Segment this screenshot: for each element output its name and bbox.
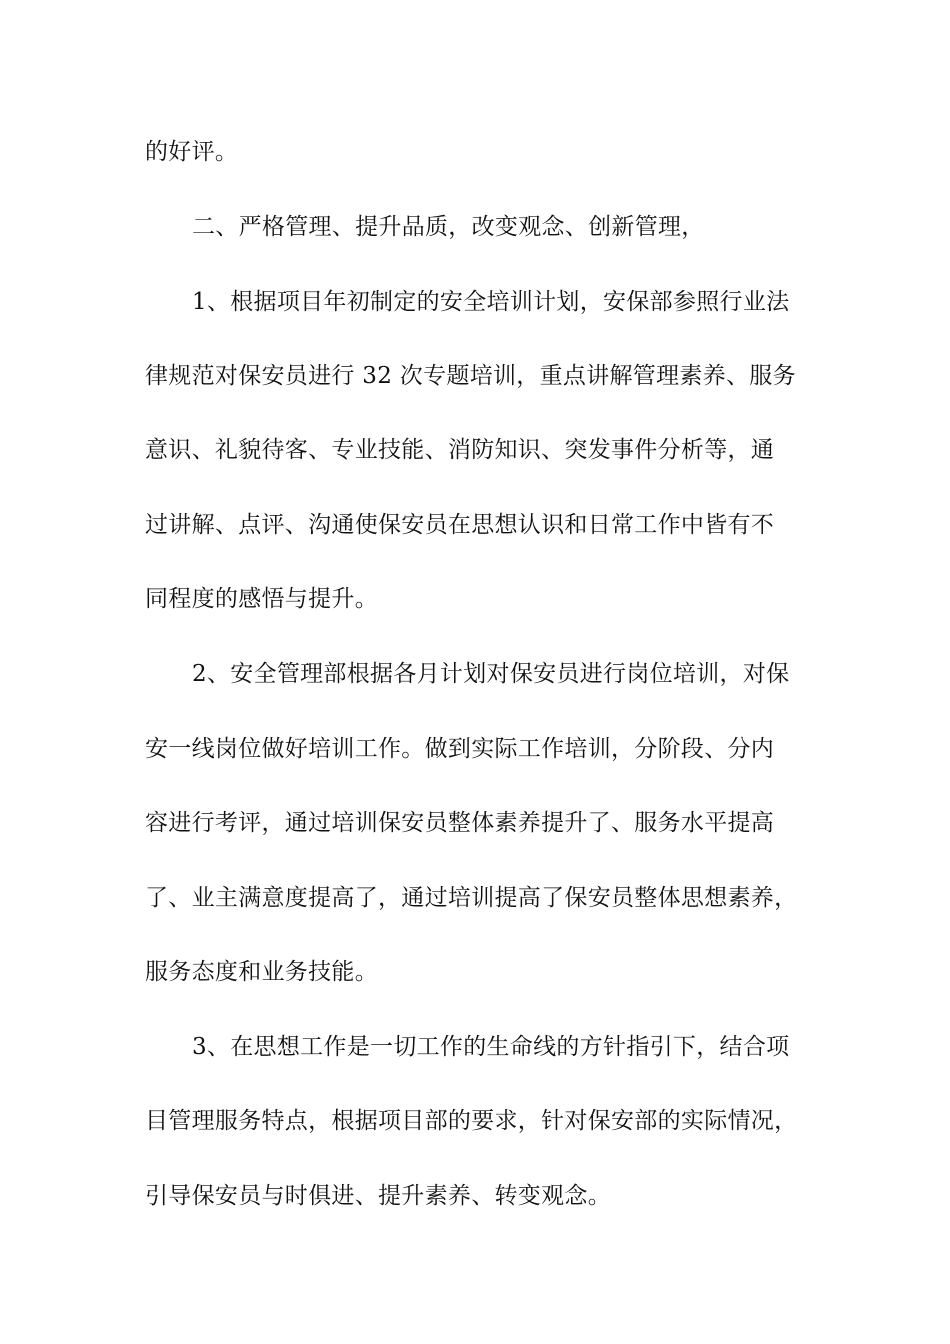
text-line: 目管理服务特点，根据项目部的要求，针对保安部的实际情况，: [145, 1108, 798, 1134]
text-line: 意识、礼貌待客、专业技能、消防知识、突发事件分析等，通: [145, 437, 775, 463]
text-line: 过讲解、点评、沟通使保安员在思想认识和日常工作中皆有不: [145, 512, 775, 538]
text-line: 3、在思想工作是一切工作的生命线的方针指引下，结合项: [192, 1034, 790, 1060]
text-line: 1、根据项目年初制定的安全培训计划，安保部参照行业法: [192, 289, 790, 315]
text-line: 引导保安员与时俱进、提升素养、转变观念。: [145, 1183, 611, 1209]
section-heading: 二、严格管理、提升品质，改变观念、创新管理，: [192, 214, 705, 240]
text-line: 2、安全管理部根据各月计划对保安员进行岗位培训，对保: [192, 661, 790, 687]
text-line: 律规范对保安员进行 32 次专题培训，重点讲解管理素养、服务: [145, 363, 796, 389]
text-line: 同程度的感悟与提升。: [145, 586, 378, 612]
text-line: 服务态度和业务技能。: [145, 959, 378, 985]
text-line: 容进行考评，通过培训保安员整体素养提升了、服务水平提高: [145, 810, 775, 836]
text-line: 了、业主满意度提高了，通过培训提高了保安员整体思想素养，: [145, 885, 798, 911]
text-line: 的好评。: [145, 139, 239, 165]
text-line: 安一线岗位做好培训工作。做到实际工作培训，分阶段、分内: [145, 736, 775, 762]
